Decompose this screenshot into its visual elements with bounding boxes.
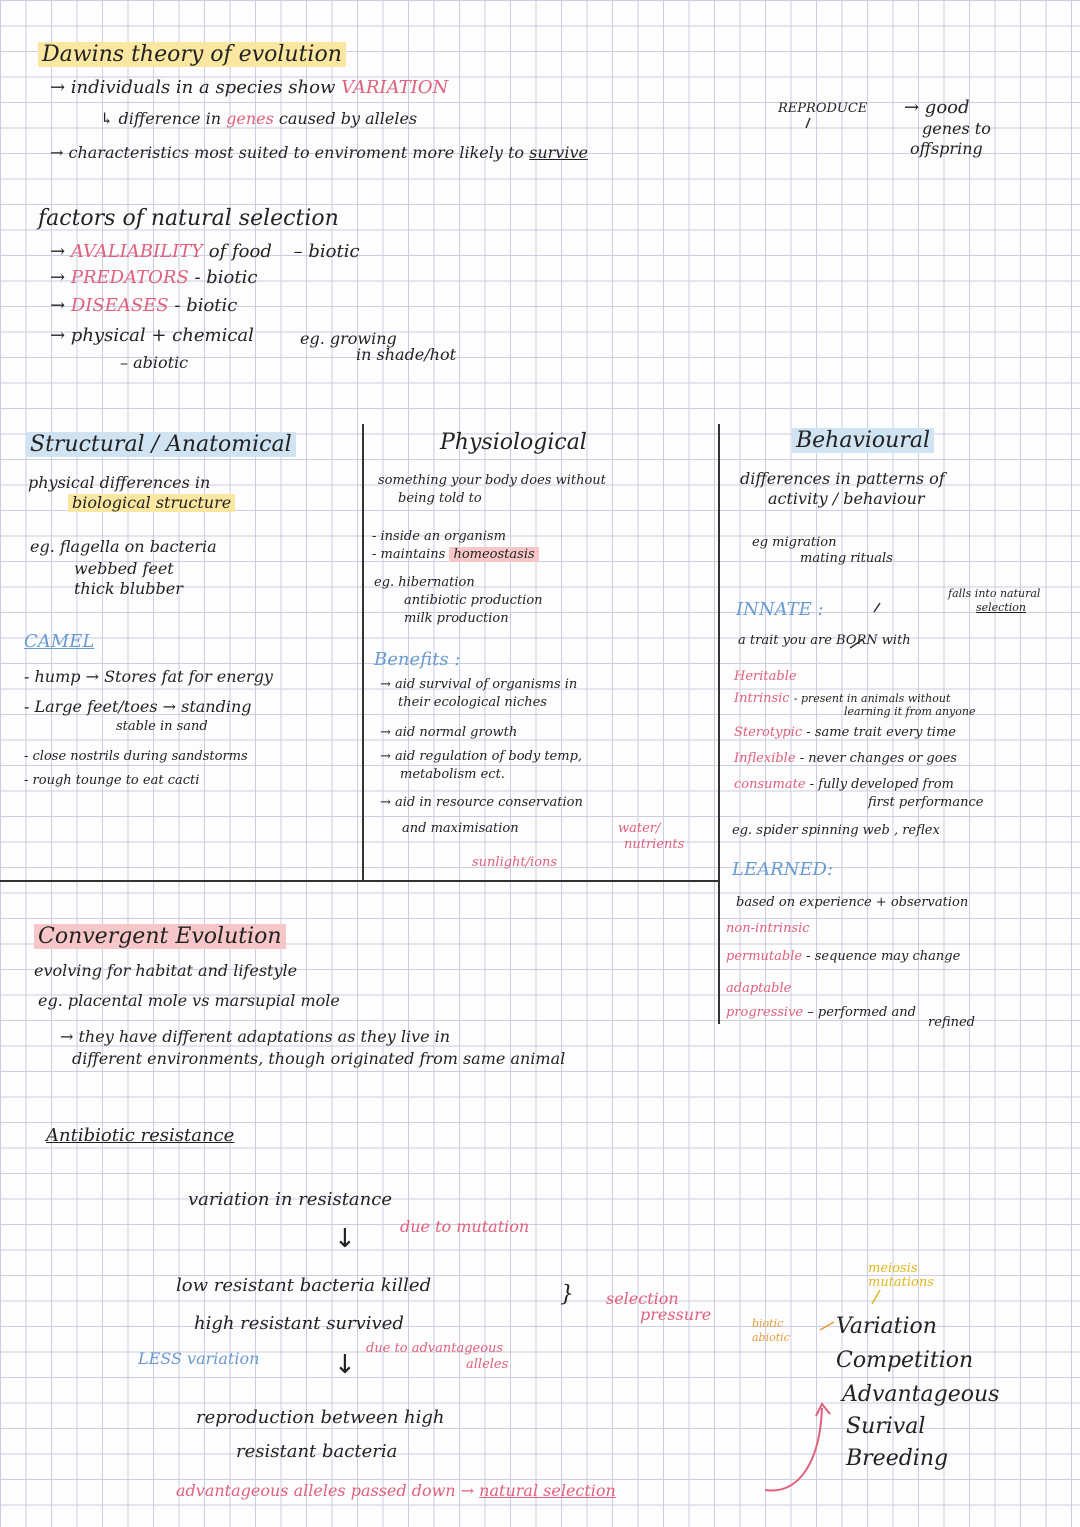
down-arrow-2: ↓ [334, 1350, 356, 1380]
genes-keyword: genes [226, 109, 274, 128]
intrinsic-text-2: learning it from anyone [844, 705, 976, 718]
physiological-def-1: something your body does without [378, 473, 606, 488]
benefit-3b: metabolism ect. [400, 767, 505, 782]
benefit-3: → aid regulation of body temp, [380, 749, 583, 764]
physiological-eg-3: milk production [404, 611, 509, 626]
maintains-text: - maintains [372, 547, 446, 562]
step-variation: Variation [836, 1314, 937, 1339]
antibiotic-step-1: variation in resistance [188, 1189, 392, 1210]
progressive-text: – performed and [807, 1005, 916, 1020]
permutable-text: - sequence may change [806, 949, 961, 964]
behavioural-title: Behavioural [792, 428, 934, 453]
antibiotic-step-2: low resistant bacteria killed [176, 1275, 432, 1296]
step-breeding: Breeding [846, 1446, 949, 1471]
good-genes-arrow: → good [904, 97, 970, 118]
physiological-point-1: - inside an organism [372, 529, 506, 544]
structural-def-1: physical differences in [28, 473, 211, 492]
water-label: water/ [618, 821, 661, 836]
survive-keyword: survive [529, 143, 588, 162]
camel-point-3: - close nostrils during sandstorms [24, 749, 248, 764]
factor-predators-biotic: - biotic [194, 267, 258, 288]
camel-point-2b: stable in sand [116, 719, 208, 734]
benefit-4b: and maximisation [402, 821, 519, 836]
benefit-4: → aid in resource conservation [380, 795, 583, 810]
darwin-line-3-text: → characteristics most suited to enviroment more likely to [50, 143, 525, 162]
diseases-keyword: DISEASES [70, 295, 169, 316]
camel-point-1: - hump → Stores fat for energy [24, 667, 273, 686]
factor-arrow: → [50, 241, 66, 262]
antibiotic-step-4: reproduction between high [196, 1407, 445, 1428]
learned-1: based on experience + observation [736, 895, 969, 910]
less-variation-note: LESS variation [138, 1349, 260, 1368]
antibiotic-step-3: high resistant survived [194, 1313, 404, 1334]
convergent-1: evolving for habitat and lifestyle [34, 961, 298, 980]
factor-arrow: → [50, 267, 66, 288]
physiological-eg-2: antibiotic production [404, 593, 543, 608]
availability-keyword: AVALIABILITY [70, 241, 204, 262]
inflexible-text: - never changes or goes [799, 751, 957, 766]
innate-definition: a trait you are BORN with [738, 633, 911, 648]
natural-selection-keyword: natural selection [479, 1481, 616, 1500]
mutations-note: mutations [868, 1275, 934, 1290]
variation-keyword: VARIATION [341, 77, 449, 98]
stereotypic-text: - same trait every time [806, 725, 956, 740]
structural-eg-3: thick blubber [74, 579, 183, 598]
alleles-passed-text: advantageous alleles passed down → [176, 1481, 475, 1500]
convergent-4: different environments, though originated from same animal [72, 1049, 566, 1068]
factor-food-biotic: – biotic [293, 241, 360, 262]
factor-physical-eg2: in shade/hot [356, 345, 457, 364]
step-advantageous: Advantageous [842, 1382, 1000, 1407]
meiosis-note: meiosis [868, 1261, 918, 1276]
genes-to-label: genes to [922, 119, 991, 138]
camel-point-4: - rough tounge to eat cacti [24, 773, 200, 788]
pressure-label: pressure [640, 1305, 712, 1324]
consumate-keyword: consumate [734, 777, 806, 792]
learned-4: adaptable [726, 981, 792, 996]
benefits-heading: Benefits : [374, 649, 461, 670]
alleles-note: alleles [466, 1357, 509, 1372]
darwin-line-2-end: caused by alleles [278, 109, 418, 128]
factor-food-text: of food [208, 241, 272, 262]
stereotypic-keyword: Sterotypic [734, 725, 803, 740]
factor-arrow: → [50, 295, 66, 316]
camel-heading: CAMEL [24, 631, 95, 652]
physiological-title: Physiological [440, 430, 587, 455]
darwin-line-1-text: → individuals in a species show [50, 77, 336, 98]
physiological-def-2: being told to [398, 491, 482, 506]
behavioural-eg-2: mating rituals [800, 551, 893, 566]
antibiotic-step-4b: resistant bacteria [236, 1441, 398, 1462]
benefit-1: → aid survival of organisms in [380, 677, 578, 692]
behavioural-def-1: differences in patterns of [740, 469, 945, 488]
structural-eg-1: eg. flagella on bacteria [30, 537, 217, 556]
structural-title: Structural / Anatomical [26, 432, 296, 457]
benefit-2: → aid normal growth [380, 725, 518, 740]
intrinsic-text: - present in animals without [793, 692, 951, 705]
abiotic-note: abiotic [752, 1331, 790, 1344]
inflexible-keyword: Inflexible [734, 751, 796, 766]
benefit-1b: their ecological niches [398, 695, 547, 710]
falls-into-1: falls into natural [948, 587, 1041, 600]
reproduce-label: REPRODUCE [778, 101, 868, 116]
antibiotic-title: Antibiotic resistance [46, 1125, 235, 1146]
progressive-text-2: refined [928, 1015, 975, 1030]
behavioural-def-2: activity / behaviour [768, 489, 925, 508]
advantageous-note: due to advantageous [366, 1341, 504, 1356]
step-survival: Surival [846, 1414, 926, 1439]
structural-def-2: biological structure [68, 494, 235, 512]
convergent-3: → they have different adaptations as they live in [60, 1027, 451, 1046]
predators-keyword: PREDATORS [70, 267, 189, 288]
selection-label: selection [606, 1289, 679, 1308]
learned-heading: LEARNED: [732, 859, 834, 880]
nutrients-label: nutrients [624, 837, 685, 852]
progressive-keyword: progressive [726, 1005, 804, 1020]
convergent-2: eg. placental mole vs marsupial mole [38, 991, 340, 1010]
camel-point-2: - Large feet/toes → standing [24, 697, 252, 716]
down-arrow-1: ↓ [334, 1224, 356, 1254]
factor-diseases-biotic: - biotic [174, 295, 238, 316]
step-competition: Competition [836, 1348, 974, 1373]
factors-title: factors of natural selection [38, 206, 339, 231]
factor-abiotic: – abiotic [120, 353, 189, 372]
falls-into-2: selection [976, 601, 1026, 614]
brace-icon: } [560, 1282, 574, 1307]
factor-physical-eg: eg. growing [300, 329, 397, 348]
consumate-text: - fully developed from [809, 777, 954, 792]
offspring-label: offspring [910, 139, 983, 158]
darwin-title: Dawins theory of evolution [38, 42, 346, 67]
sunlight-label: sunlight/ions [472, 855, 558, 870]
structural-eg-2: webbed feet [74, 559, 174, 578]
learned-2: non-intrinsic [726, 921, 810, 936]
permutable-keyword: permutable [726, 949, 803, 964]
innate-heading: INNATE : [736, 599, 824, 620]
heritable-keyword: Heritable [734, 669, 797, 684]
homeostasis-keyword: homeostasis [449, 547, 538, 562]
convergent-title: Convergent Evolution [34, 924, 286, 949]
behavioural-eg-1: eg migration [752, 535, 837, 550]
intrinsic-keyword: Intrinsic [734, 691, 790, 706]
innate-example: eg. spider spinning web , reflex [732, 823, 940, 838]
physiological-eg-1: eg. hibernation [374, 575, 475, 590]
factor-physical: → physical + chemical [50, 325, 254, 346]
biotic-note: biotic [752, 1317, 784, 1330]
mutation-note: due to mutation [400, 1217, 530, 1236]
consumate-text-2: first performance [868, 795, 984, 810]
darwin-line-2-text: ↳ difference in [100, 109, 222, 128]
